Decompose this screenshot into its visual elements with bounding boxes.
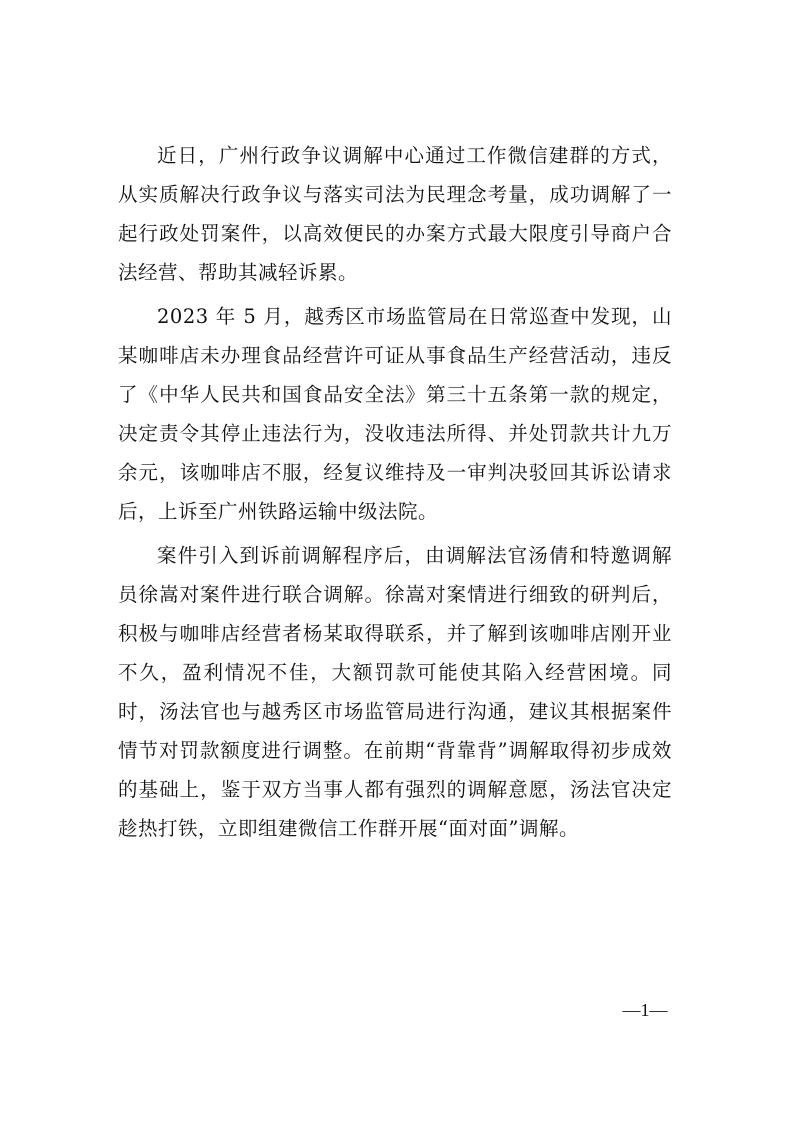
body-text: [118, 136, 672, 853]
paragraph-3: 案件引入到诉前调解程序后，由调解法官汤倩和特邀调解员徐嵩对案件进行联合调解。徐嵩对案情进行细致的研判后，积极与咖啡店经营者杨某取得联系，并了解到该咖啡店刚开业不久，盈利情况不佳，大额罚款可能使其陷入经营困境。同时，汤法官也与越秀区市场监管局进行沟通，建议其根据案件情节对罚款额度进行调整。在前期“背靠背”调解取得初步成效的基础上，鉴于双方当事人都有强烈的调解意愿，汤法官决定趁热打铁，立即组建微信工作群开展“面对面”调解。: [118, 544, 672, 840]
paragraph-1: 近日，广州行政争议调解中心通过工作微信建群的方式，从实质解决行政争议与落实司法为民理念考量，成功调解了一起行政处罚案件，以高效便民的办案方式最大限度引导商户合法经营、帮助其减轻诉累。: [118, 144, 672, 284]
page-number: —1—: [622, 1000, 668, 1020]
paragraph-2: 2023 年 5 月，越秀区市场监管局在日常巡查中发现，山某咖啡店未办理食品经营许可证从事食品生产经营活动，违反了《中华人民共和国食品安全法》第三十五条第一款的规定，决定责令其停止违法行为，没收违法所得、并处罚款共计九万余元，该咖啡店不服，经复议维持及一审判决驳回其诉讼请求后，上诉至广州铁路运输中级法院。: [118, 305, 672, 523]
